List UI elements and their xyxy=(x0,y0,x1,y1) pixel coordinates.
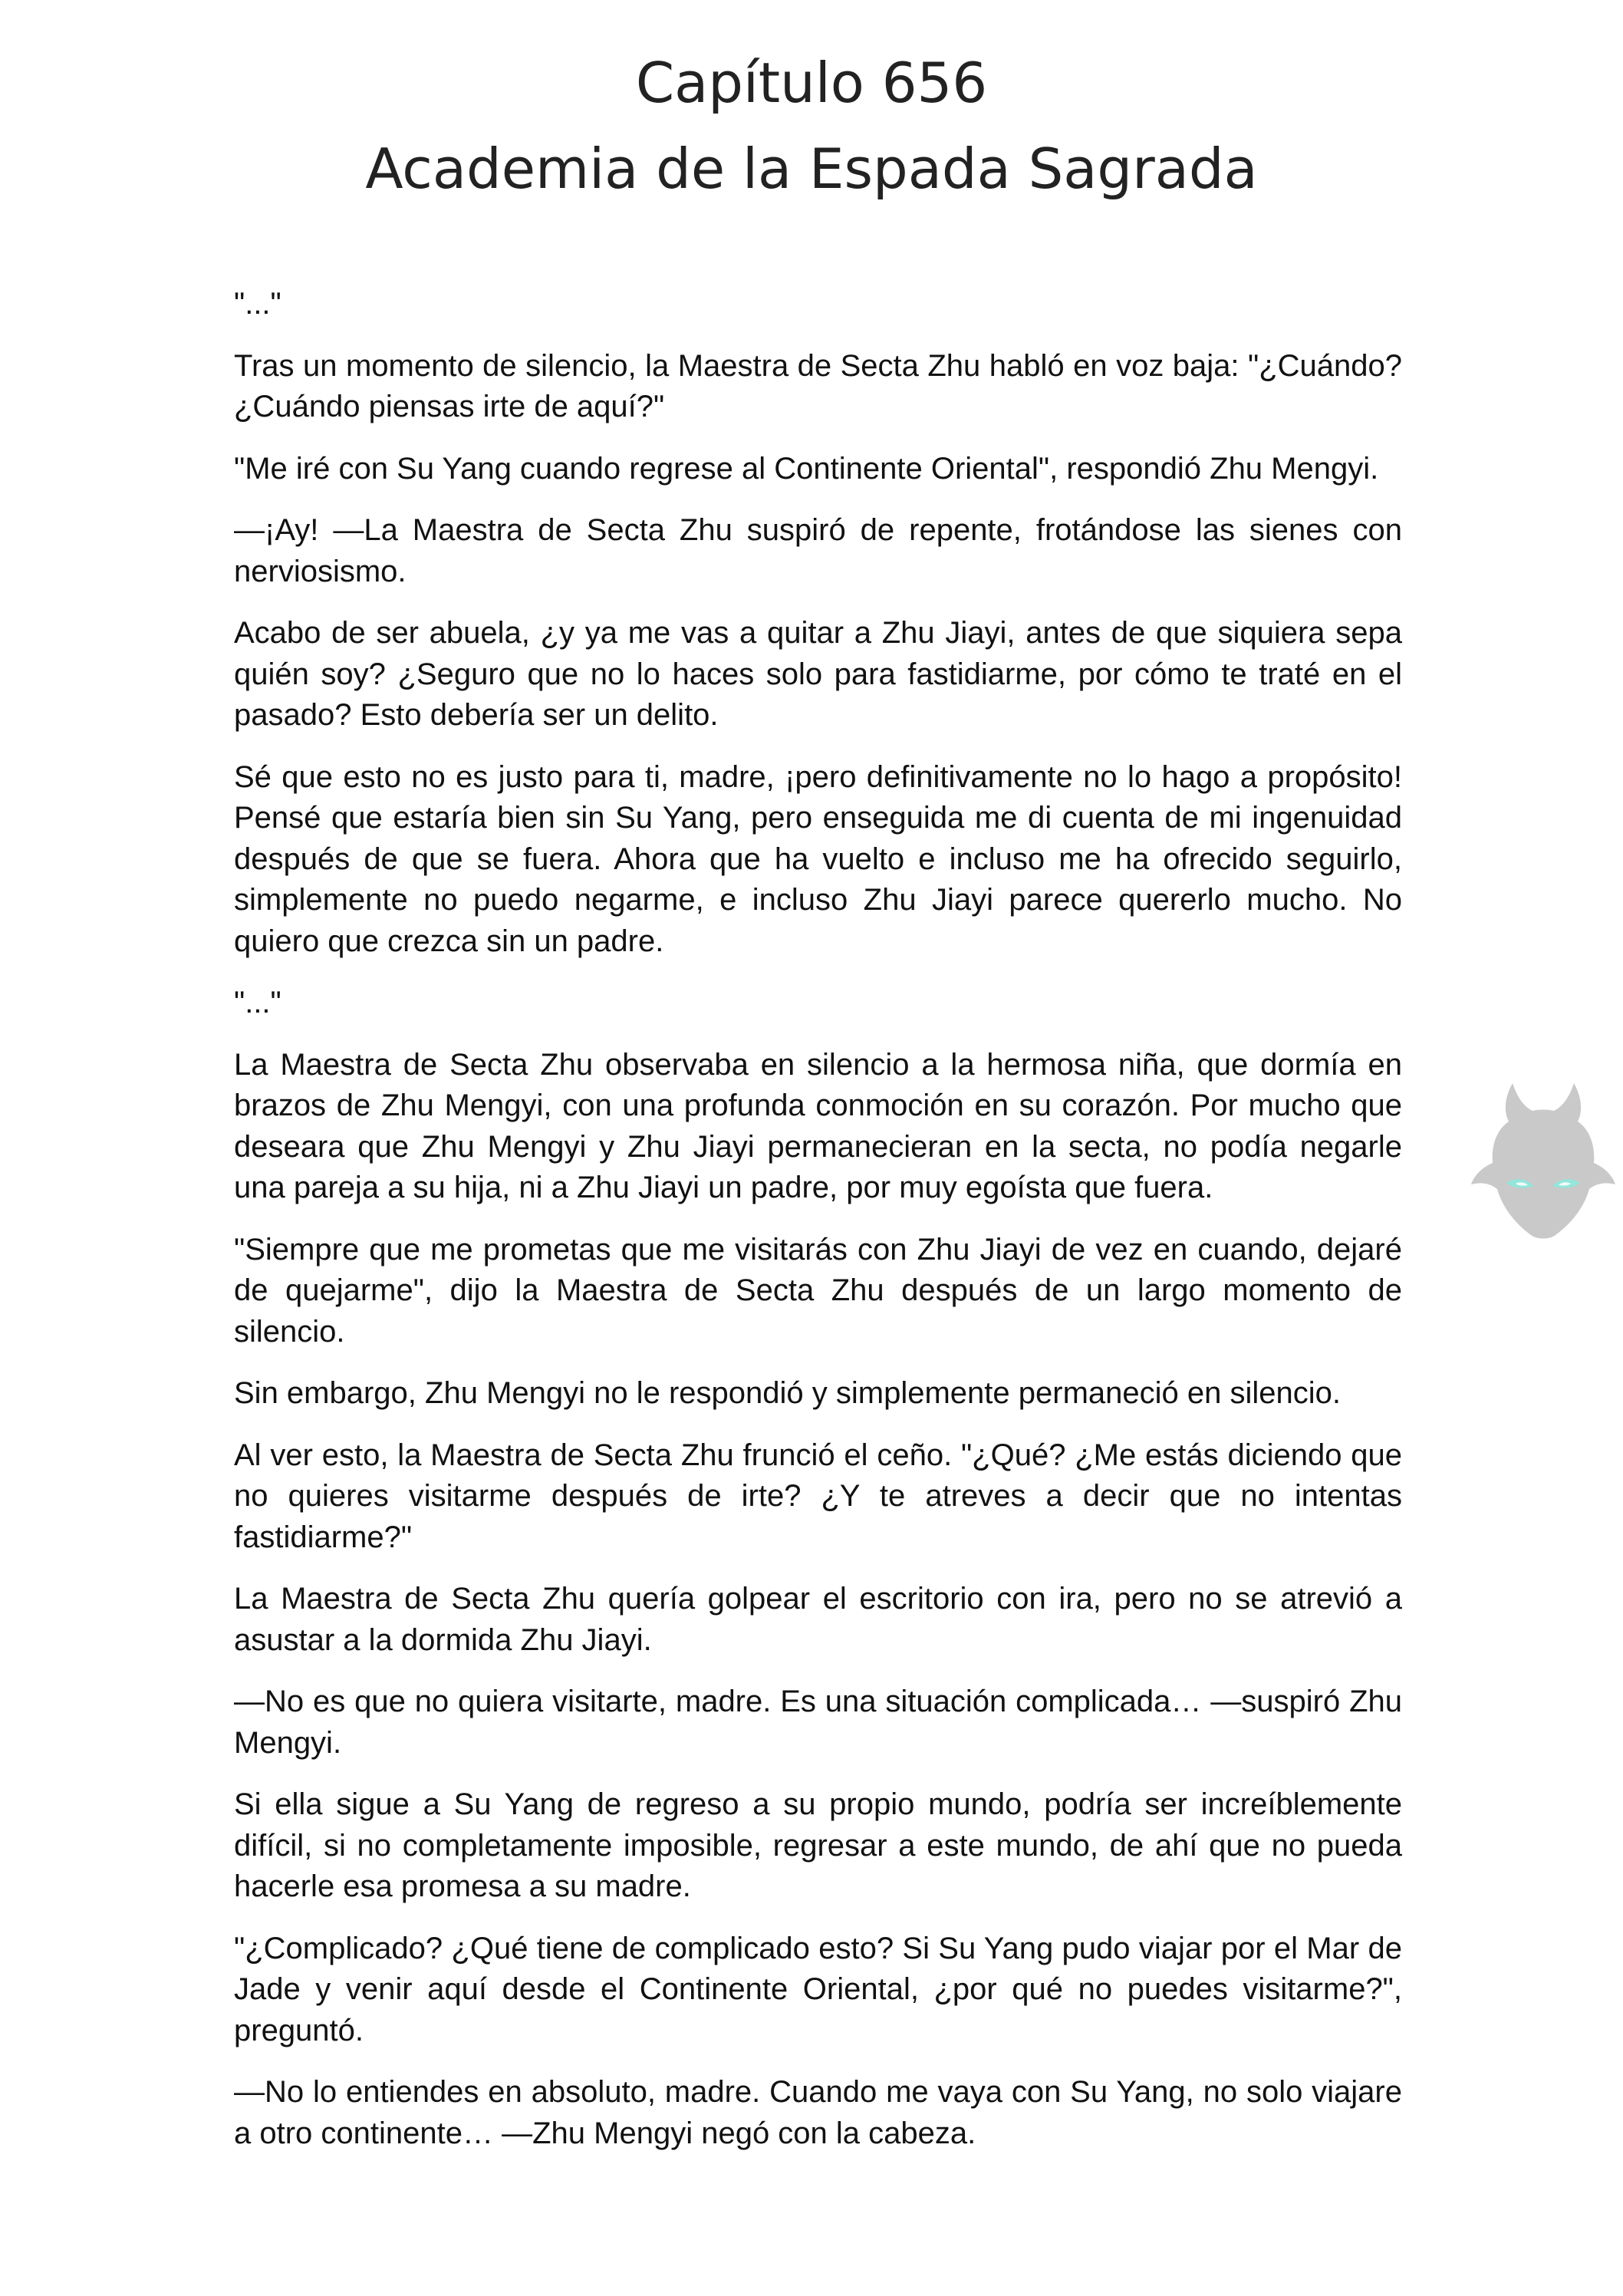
paragraph: "Me iré con Su Yang cuando regrese al Continente Oriental", respondió Zhu Mengyi. xyxy=(234,451,1379,486)
paragraph: —No lo entiendes en absoluto, madre. Cuando me vaya con Su Yang, no solo viajare a otro continente… —Zhu Mengyi negó con la cabeza. xyxy=(234,2075,1402,2150)
paragraph: Sin embargo, Zhu Mengyi no le respondió y simplemente permaneció en silencio. xyxy=(234,1376,1341,1410)
paragraph: "..." xyxy=(234,986,281,1020)
demon-head-watermark-icon xyxy=(1467,1074,1620,1247)
paragraph: Al ver esto, la Maestra de Secta Zhu frunció el ceño. "¿Qué? ¿Me estás diciendo que no quieres visitarme después de irte? ¿Y te atreves a decir que no intentas fastidiarme?" xyxy=(234,1438,1402,1554)
paragraph: Sé que esto no es justo para ti, madre, ¡pero definitivamente no lo hago a propósito! Pensé que estaría bien sin Su Yang, pero enseguida me di cuenta de mi ingenuidad después de que se fuera. Ahora que ha vuelto e incluso me ha ofrecido seguirlo, simplemente no puedo negarme, e incluso Zhu Jiayi parece quererlo mucho. No quiero que crezca sin un padre. xyxy=(234,759,1402,958)
chapter-title: Academia de la Espada Sagrada xyxy=(365,137,1258,201)
paragraph: —¡Ay! —La Maestra de Secta Zhu suspiró de repente, frotándose las sienes con nerviosismo. xyxy=(234,513,1402,588)
paragraph: "Siempre que me prometas que me visitarás con Zhu Jiayi de vez en cuando, dejaré de quejarme", dijo la Maestra de Secta Zhu después de un largo momento de silencio. xyxy=(234,1232,1402,1349)
paragraph: Si ella sigue a Su Yang de regreso a su propio mundo, podría ser increíblemente difícil, si no completamente imposible, regresar a este mundo, de ahí que no pueda hacerle esa promesa a su madre. xyxy=(234,1787,1402,1903)
chapter-heading xyxy=(0,40,1623,212)
chapter-number: Capítulo 656 xyxy=(635,51,988,115)
paragraph: Acabo de ser abuela, ¿y ya me vas a quitar a Zhu Jiayi, antes de que siquiera sepa quién soy? ¿Seguro que no lo haces solo para fastidiarme, por cómo te traté en el pasado? Esto debería ser un delito. xyxy=(234,616,1402,732)
paragraph: La Maestra de Secta Zhu observaba en silencio a la hermosa niña, que dormía en brazos de Zhu Mengyi, con una profunda conmoción en su corazón. Por mucho que deseara que Zhu Mengyi y Zhu Jiayi permanecieran en la secta, no podía negarle una pareja a su hija, ni a Zhu Jiayi un padre, por muy egoísta que fuera. xyxy=(234,1047,1402,1204)
paragraph: "¿Complicado? ¿Qué tiene de complicado esto? Si Su Yang pudo viajar por el Mar de Jade y venir aquí desde el Continente Oriental, ¿por qué no puedes visitarme?", preguntó. xyxy=(234,1931,1402,2047)
paragraph: Tras un momento de silencio, la Maestra de Secta Zhu habló en voz baja: "¿Cuándo? ¿Cuándo piensas irte de aquí?" xyxy=(234,348,1402,423)
paragraph: "..." xyxy=(234,287,281,321)
chapter-body xyxy=(234,284,1402,2175)
paragraph: —No es que no quiera visitarte, madre. Es una situación complicada… —suspiró Zhu Mengyi. xyxy=(234,1685,1402,1760)
paragraph: La Maestra de Secta Zhu quería golpear el escritorio con ira, pero no se atrevió a asustar a la dormida Zhu Jiayi. xyxy=(234,1582,1402,1657)
